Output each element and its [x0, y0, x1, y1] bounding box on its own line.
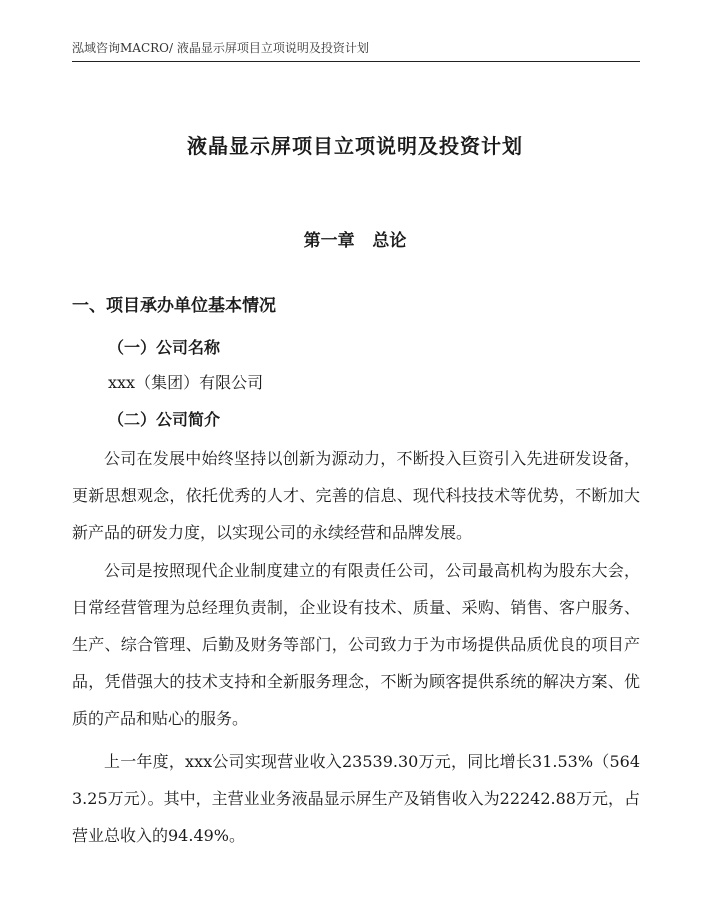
- company-name-text: xxx（集团）有限公司: [108, 373, 264, 392]
- chapter-title: 第一章 总论: [303, 231, 407, 251]
- profile-paragraph-2: 公司是按照现代企业制度建立的有限责任公司，公司最高机构为股东大会，日常经营管理为总经理负责制，企业设有技术、质量、采购、销售、客户服务、生产、综合管理、后勤及财务等部门，公司致力于为市场提供品质优良的项目产品，凭借强大的技术支持和全新服务理念，不断为顾客提供系统的解决方案、优质的产品和贴心的服务。: [72, 561, 640, 728]
- subsection-heading-company-profile: （二）公司简介: [108, 410, 221, 429]
- document-title: 液晶显示屏项目立项说明及投资计划: [187, 134, 523, 158]
- header-divider: [72, 61, 640, 62]
- profile-paragraph-3: 上一年度，xxx公司实现营业收入23539.30万元，同比增长31.53%（5643.25万元）。其中，主营业业务液晶显示屏生产及销售收入为22242.88万元，占营业总收入的94.49%。: [72, 752, 640, 845]
- profile-paragraph-1: 公司在发展中始终坚持以创新为源动力，不断投入巨资引入先进研发设备，更新思想观念，依托优秀的人才、完善的信息、现代科技技术等优势，不断加大新产品的研发力度，以实现公司的永续经营和品牌发展。: [72, 449, 640, 542]
- section-heading: 一、项目承办单位基本情况: [72, 296, 276, 316]
- running-header: 泓域咨询MACRO/ 液晶显示屏项目立项说明及投资计划: [72, 41, 369, 55]
- subsection-heading-company-name: （一）公司名称: [108, 338, 221, 357]
